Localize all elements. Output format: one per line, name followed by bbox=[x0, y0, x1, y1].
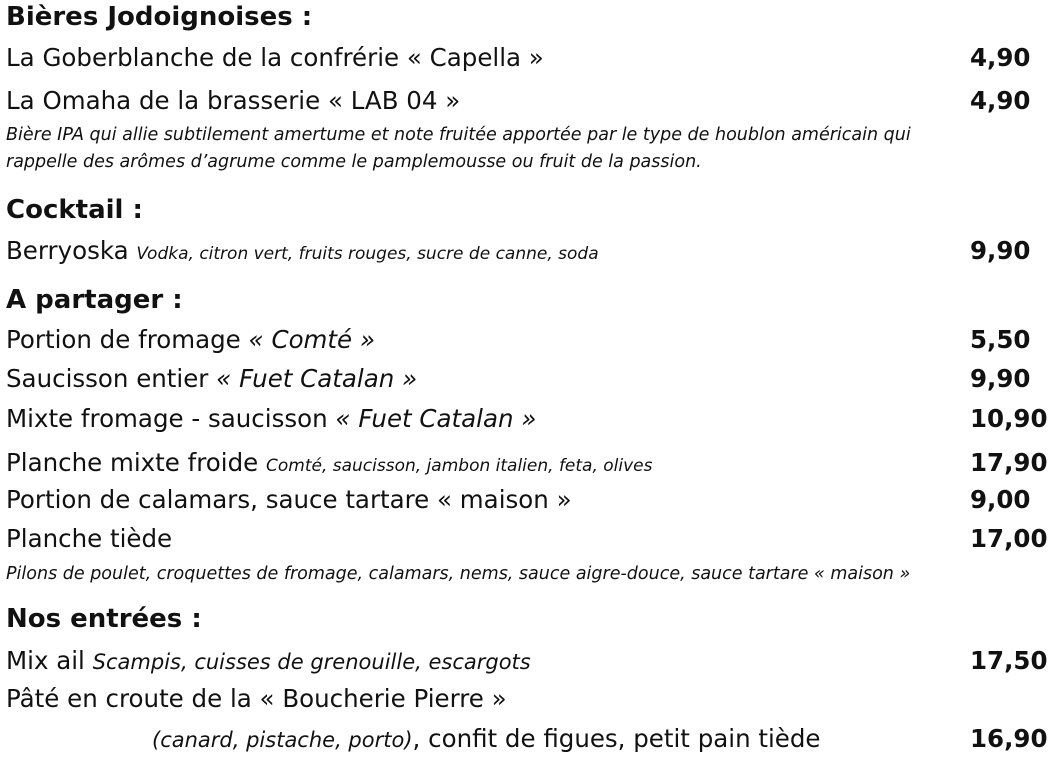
item-detail: « Fuet Catalan » bbox=[216, 364, 418, 393]
item-name-wrap bbox=[6, 234, 599, 271]
menu-item bbox=[6, 84, 1042, 118]
menu-item bbox=[6, 234, 1042, 268]
item-name: Mixte fromage - saucisson bbox=[6, 404, 328, 433]
menu-item bbox=[6, 402, 1048, 436]
item-name: La Omaha de la brasserie « LAB 04 » bbox=[6, 86, 461, 115]
item-name: Saucisson entier bbox=[6, 364, 209, 393]
menu-item bbox=[6, 323, 1042, 357]
menu-item bbox=[6, 362, 1042, 396]
menu-item bbox=[6, 682, 1042, 716]
item-name-wrap bbox=[6, 323, 375, 357]
item-description: Bière IPA qui allie subtilement amertume et note fruitée apportée par le type de houblon américain qui bbox=[6, 125, 911, 145]
item-name: Berryoska bbox=[6, 236, 129, 265]
section-title-bieres: Bières Jodoignoises : bbox=[6, 2, 313, 32]
section-title-entrees: Nos entrées : bbox=[6, 604, 202, 634]
item-price: 16,90 bbox=[970, 724, 1048, 753]
item-detail: Comté, saucisson, jambon italien, feta, olives bbox=[266, 456, 653, 476]
menu-item bbox=[6, 483, 1042, 517]
item-name: La Goberblanche de la confrérie « Capella » bbox=[6, 43, 544, 72]
item-price: 10,90 bbox=[970, 404, 1048, 433]
item-price: 17,90 bbox=[970, 448, 1048, 477]
item-price: 9,90 bbox=[970, 236, 1031, 265]
item-detail-wrap bbox=[152, 722, 821, 757]
menu-item bbox=[6, 522, 1048, 556]
item-price: 4,90 bbox=[970, 43, 1031, 72]
item-name: Pâté en croute de la « Boucherie Pierre » bbox=[6, 684, 507, 713]
section-title-cocktail: Cocktail : bbox=[6, 195, 143, 225]
item-description: Pilons de poulet, croquettes de fromage, calamars, nems, sauce aigre-douce, sauce tartare « maison » bbox=[6, 564, 911, 584]
item-name: Portion de calamars, sauce tartare « maison » bbox=[6, 485, 572, 514]
item-price: 9,00 bbox=[970, 485, 1031, 514]
item-name: Planche tiède bbox=[6, 524, 173, 553]
item-price: 17,50 bbox=[970, 646, 1048, 675]
item-price: 5,50 bbox=[970, 325, 1031, 354]
item-name-wrap bbox=[6, 644, 531, 679]
item-detail: Vodka, citron vert, fruits rouges, sucre de canne, soda bbox=[136, 244, 599, 264]
menu-page bbox=[6, 0, 1060, 768]
item-price: 4,90 bbox=[970, 86, 1031, 115]
item-extra: , confit de figues, petit pain tiède bbox=[412, 724, 821, 753]
item-name: Portion de fromage bbox=[6, 325, 241, 354]
section-title-partager: A partager : bbox=[6, 285, 183, 315]
item-detail: (canard, pistache, porto) bbox=[152, 728, 413, 752]
menu-item bbox=[6, 446, 1048, 480]
item-detail: Scampis, cuisses de grenouille, escargots bbox=[92, 650, 531, 674]
item-price: 17,00 bbox=[970, 524, 1048, 553]
item-name-wrap bbox=[6, 446, 653, 483]
menu-item bbox=[6, 644, 1048, 678]
item-detail: « Comté » bbox=[248, 325, 376, 354]
item-description: rappelle des arômes d’agrume comme le pamplemousse ou fruit de la passion. bbox=[6, 152, 702, 172]
item-name: Mix ail bbox=[6, 646, 85, 675]
item-name-wrap bbox=[6, 362, 417, 396]
menu-item-continuation bbox=[6, 722, 1048, 756]
item-price: 9,90 bbox=[970, 364, 1031, 393]
item-name: Planche mixte froide bbox=[6, 448, 259, 477]
menu-item bbox=[6, 41, 1042, 75]
item-detail: « Fuet Catalan » bbox=[335, 404, 537, 433]
item-name-wrap bbox=[6, 402, 536, 436]
